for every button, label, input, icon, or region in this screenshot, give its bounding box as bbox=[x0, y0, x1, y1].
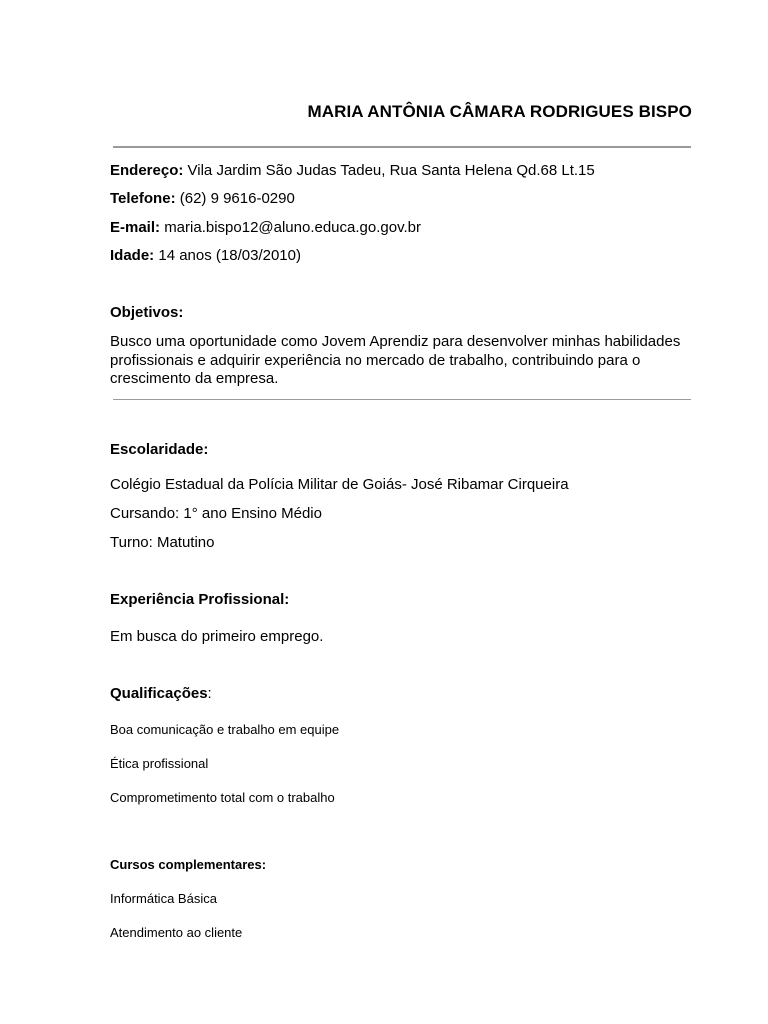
section-divider bbox=[113, 399, 691, 400]
education-shift: Turno: Matutino bbox=[110, 534, 215, 551]
course-item: Atendimento ao cliente bbox=[110, 925, 243, 940]
phone-value: (62) 9 9616-0290 bbox=[179, 190, 295, 207]
header-divider bbox=[113, 146, 691, 148]
qualifications-heading bbox=[110, 685, 212, 702]
objectives-heading: Objetivos: bbox=[110, 304, 184, 321]
qualifications-heading-colon: : bbox=[207, 685, 212, 702]
education-school: Colégio Estadual da Polícia Militar de Goiás- José Ribamar Cirqueira bbox=[110, 476, 569, 493]
phone-label: Telefone: bbox=[110, 190, 176, 207]
course-item: Informática Básica bbox=[110, 891, 217, 906]
email-value: maria.bispo12@aluno.educa.go.gov.br bbox=[164, 219, 421, 236]
qualification-item: Boa comunicação e trabalho em equipe bbox=[110, 722, 340, 737]
phone-line bbox=[110, 190, 295, 208]
age-label: Idade: bbox=[110, 247, 155, 264]
age-line bbox=[110, 247, 301, 265]
age-value: 14 anos (18/03/2010) bbox=[158, 247, 301, 264]
objectives-text: Busco uma oportunidade como Jovem Aprendiz para desenvolver minhas habilidades profissionais e adquirir experiência no mercado de trabalho, contribuindo para o crescimento da empresa. bbox=[110, 333, 681, 387]
email-line bbox=[110, 219, 421, 237]
experience-text: Em busca do primeiro emprego. bbox=[110, 628, 324, 645]
experience-heading: Experiência Profissional: bbox=[110, 591, 290, 608]
education-heading: Escolaridade: bbox=[110, 441, 209, 458]
education-course: Cursando: 1° ano Ensino Médio bbox=[110, 505, 322, 522]
email-label: E-mail: bbox=[110, 219, 161, 236]
qualification-item: Comprometimento total com o trabalho bbox=[110, 790, 335, 805]
address-line bbox=[110, 162, 595, 180]
qualification-item: Ética profissional bbox=[110, 756, 209, 771]
address-label: Endereço: bbox=[110, 162, 184, 179]
courses-heading: Cursos complementares: bbox=[110, 857, 267, 872]
candidate-name: MARIA ANTÔNIA CÂMARA RODRIGUES BISPO bbox=[307, 102, 692, 121]
qualifications-heading-text: Qualificações bbox=[110, 685, 208, 702]
address-value: Vila Jardim São Judas Tadeu, Rua Santa Helena Qd.68 Lt.15 bbox=[187, 162, 595, 179]
